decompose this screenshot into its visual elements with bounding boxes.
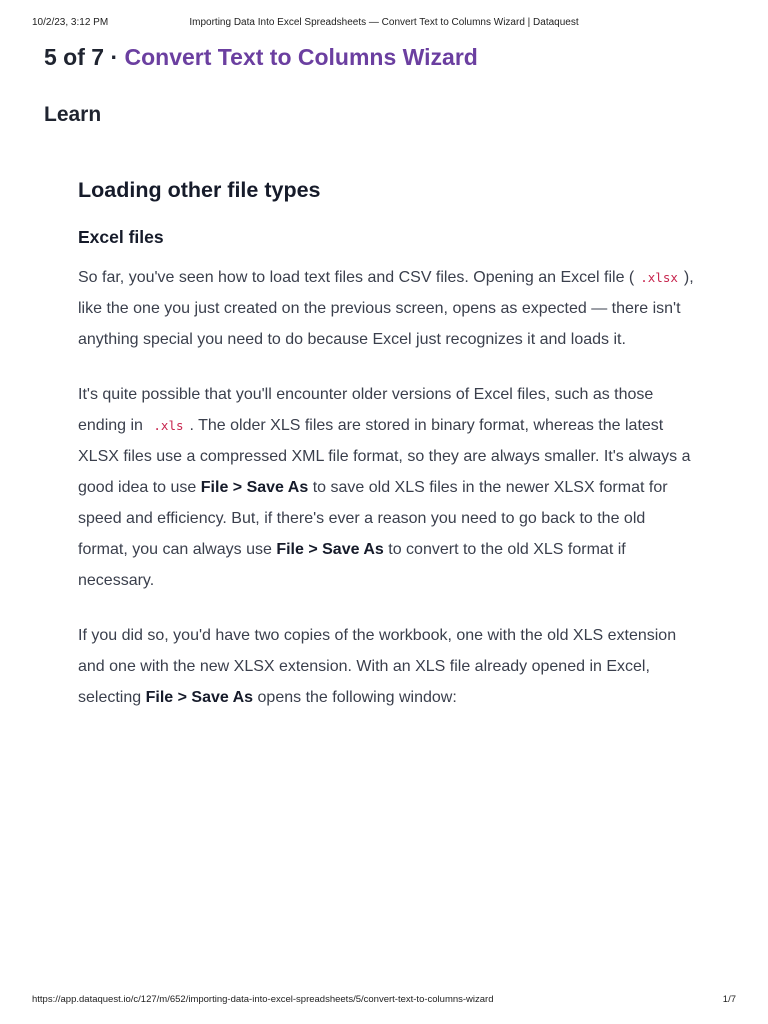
text-run: to save old XLS files in the newer XLSX format for speed and efficiency. But, if there's ever a reason you need to go back to the old format, you can always use: [78, 479, 668, 558]
article-content: [78, 174, 698, 713]
text-run: to convert to the old XLS format if necessary.: [78, 541, 626, 589]
paragraph-xls-formats: [78, 379, 698, 596]
print-date: 10/2/23, 3:12 PM: [32, 17, 109, 28]
inline-code-xls: .xls: [153, 418, 184, 433]
text-run: ), like the one you just created on the previous screen, opens as expected — there isn't anything special you need to do because Excel just recognizes it and loads it.: [78, 269, 694, 348]
print-header: [0, 17, 768, 31]
bold-menu-path: File > Save As: [200, 479, 309, 496]
learn-heading: Learn: [44, 103, 102, 126]
screen-progress: 5 of 7 ·: [44, 44, 119, 70]
text-run: If you did so, you'd have two copies of the workbook, one with the old XLS extension and one with the new XLSX extension. With an XLS file already opened in Excel, selecting: [78, 627, 677, 706]
print-url: https://app.dataquest.io/c/127/m/652/importing-data-into-excel-spreadsheets/5/convert-text-to-columns-wizard: [32, 994, 494, 1005]
text-run: So far, you've seen how to load text files and CSV files. Opening an Excel file (: [78, 269, 635, 286]
page-count: 1/7: [722, 994, 736, 1005]
print-page-title: Importing Data Into Excel Spreadsheets — Convert Text to Columns Wizard | Dataquest: [189, 17, 579, 28]
text-run: . The older XLS files are stored in binary format, whereas the latest XLSX files use a compressed XML file format, so they are always smaller. It's always a good idea to use: [78, 417, 691, 496]
article-heading: Loading other file types: [78, 178, 321, 202]
bold-menu-path: File > Save As: [145, 689, 254, 706]
mission-title: Convert Text to Columns Wizard: [124, 44, 478, 70]
paragraph-intro: [78, 262, 698, 355]
inline-code-xlsx: .xlsx: [640, 270, 678, 285]
article-subheading: Excel files: [78, 227, 164, 247]
paragraph-save-as: [78, 620, 698, 713]
print-footer: [0, 994, 768, 1008]
text-run: opens the following window:: [257, 689, 457, 706]
text-run: It's quite possible that you'll encounter older versions of Excel files, such as those ending in: [78, 386, 654, 434]
bold-menu-path: File > Save As: [276, 541, 384, 558]
screen-heading: [44, 44, 478, 71]
